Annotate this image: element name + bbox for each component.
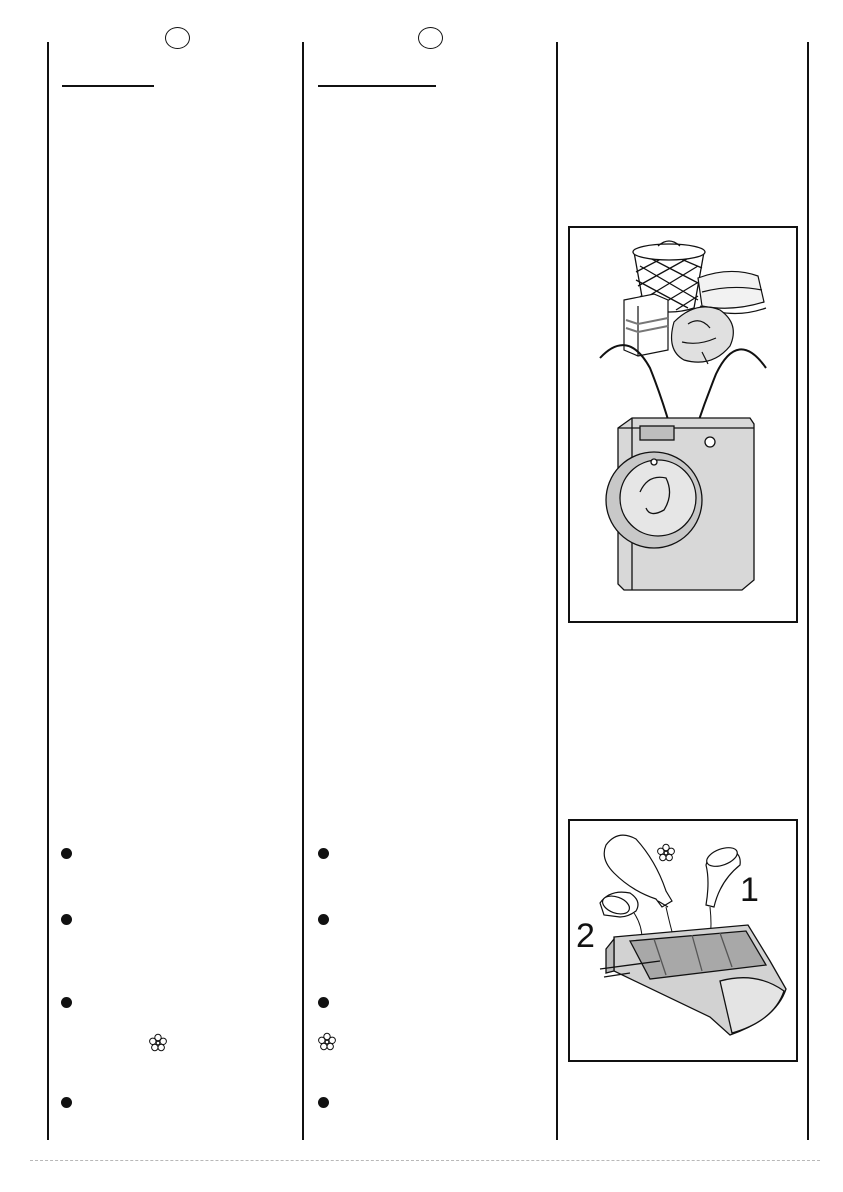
softener-flower-icon	[658, 844, 675, 860]
bullet-middle-4	[318, 1097, 329, 1108]
bullet-left-4	[61, 1097, 72, 1108]
heading-underline-middle	[318, 85, 436, 87]
bullet-left-2	[61, 914, 72, 925]
clothes-pile-icon	[672, 307, 734, 364]
bullet-middle-3	[318, 997, 329, 1008]
figure-detergent-drawer	[568, 819, 798, 1062]
language-badge-left	[165, 27, 190, 49]
heading-underline-left	[62, 85, 154, 87]
softener-flower-icon	[147, 1032, 169, 1054]
figure-laundry-loading	[568, 226, 798, 623]
language-badge-middle	[418, 27, 443, 49]
detergent-cup-icon	[600, 892, 638, 917]
column-divider-3	[556, 42, 558, 1140]
bullet-left-3	[61, 997, 72, 1008]
washing-machine-icon	[606, 418, 754, 590]
detergent-drawer-icon	[600, 925, 786, 1035]
column-divider-2	[302, 42, 304, 1140]
detergent-drawer-illustration	[570, 821, 796, 1060]
laundry-loading-illustration	[570, 228, 796, 621]
bullet-middle-1	[318, 848, 329, 859]
column-divider-1	[47, 42, 49, 1140]
bullet-left-1	[61, 848, 72, 859]
compartment-label-2: 2	[576, 917, 595, 955]
compartment-label-1: 1	[740, 871, 759, 909]
bullet-middle-2	[318, 914, 329, 925]
detergent-cup-icon	[704, 844, 740, 907]
page-trim-line	[30, 1160, 820, 1161]
softener-flower-icon	[316, 1031, 338, 1053]
column-divider-4	[807, 42, 809, 1140]
